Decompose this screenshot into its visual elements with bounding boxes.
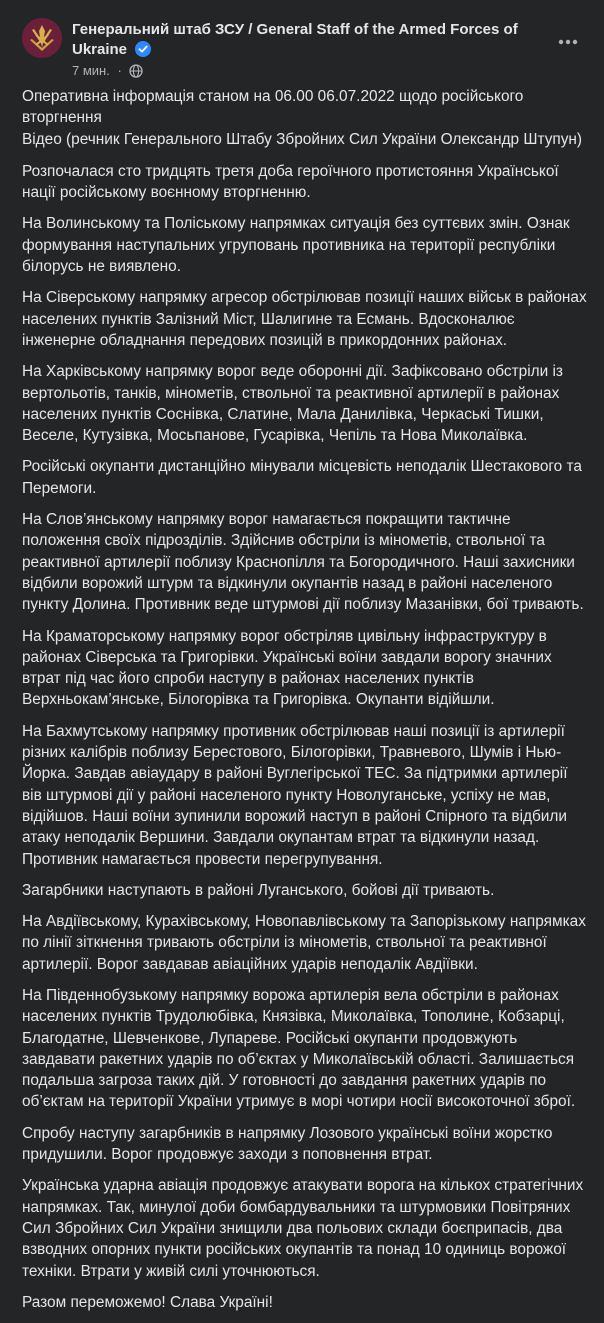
page-avatar[interactable]	[22, 18, 62, 58]
post-paragraph: На Авдіївському, Курахівському, Новопавлівському та Запорізькому напрямках по лінії зіткнення тривають обстріли із мінометів, ствольної та реактивної артилерії. Ворог завдавав авіаційних ударів неподалік Авдіївки.	[22, 913, 586, 973]
intro-line: Відео (речник Генерального Штабу Збройних Сил України Олександр Штупун)	[22, 130, 583, 148]
author-name[interactable]: Генеральний штаб ЗСУ / General Staff of the Armed Forces of Ukraine	[72, 21, 518, 58]
post-paragraph: На Бахмутському напрямку противник обстрілював наші позиції із артилерії різних калібрів поблизу Берестового, Білогорівки, Травневого, Шумів і Нью-Йорка. Завдав авіаудару в районі Вуглегірської ТЕС. За підтримки артилерії вів штурмові дії у районі населеного пункту Новолуганське, успіху не мав, відійшов. Наші воїни зупинили ворожий наступ в районі Спірного та відбили атаку неподалік Вершини. Завдали окупантам втрат та відкинули назад. Противник намагається провести перегрупування.	[22, 722, 568, 868]
post-header	[0, 0, 604, 90]
post-paragraph: Загарбники наступають в районі Луганського, бойові дії тривають.	[22, 881, 495, 899]
post-intro	[22, 86, 588, 150]
post-meta	[72, 63, 143, 79]
intro-line: Оперативна інформація станом на 06.00 06.07.2022 щодо російського вторгнення	[22, 88, 524, 127]
post-options-button[interactable]	[550, 24, 586, 60]
post-author[interactable]	[72, 20, 532, 60]
verified-badge-icon	[135, 41, 151, 57]
post-paragraph: На Сіверському напрямку агресор обстрілював позиції наших військ в районах населених пунктів Залізний Міст, Шалигине та Есмань. Вдосконалює інженерне обладнання передових позицій в прикордонних районах.	[22, 289, 587, 349]
post-paragraph: На Південнобузькому напрямку ворожа артилерія вела обстріли в районах населених пунктів Трудолюбівка, Князівка, Миколаївка, Тополине, Кобзарці, Благодатне, Шевченкове, Лупареве. Російські окупанти продовжують завдавати ракетних ударів по об’єктах у Миколаївській області. Залишається подальша загроза таких дій. У готовності до завдання ракетних ударів по об’єктам на території України утримує в морі чотири носії високоточної зброї.	[22, 986, 576, 1111]
post-paragraph: На Волинському та Поліському напрямках ситуація без суттєвих змін. Ознак формування наступальних угруповань противника на території республіки білорусь не виявлено.	[22, 215, 570, 276]
post-paragraph: На Слов’янському напрямку ворог намагається покращити тактичне положення своїх підрозділів. Здійснив обстріли із мінометів, ствольної та реактивної артилерії поблизу Краснопілля та Богородичного. Наші захисники відбили ворожий штурм та відкинули окупантів назад в районі населеного пункту Долина. Противник веде штурмові дії поблизу Мазанівки, бої тривають.	[22, 511, 584, 614]
meta-separator: ·	[117, 63, 122, 78]
post-paragraph: Російські окупанти дистанційно мінували місцевість неподалік Шестакового та Перемоги.	[22, 458, 582, 497]
general-staff-emblem	[22, 18, 62, 58]
more-horizontal-icon	[558, 39, 578, 45]
post-body	[22, 86, 588, 1323]
post-paragraph: Розпочалася сто тридцять третя доба героїчного протистояння Української нації російському воєнному вторгненню.	[22, 162, 559, 202]
post-paragraph: Разом переможемо! Слава Україні!	[22, 1293, 273, 1311]
globe-icon[interactable]	[129, 64, 143, 78]
post-paragraph: Спробу наступу загарбників в напрямку Лозового українські воїни жорстко придушили. Ворог продовжує заходи з поповнення втрат.	[22, 1124, 553, 1164]
post-paragraph: Українська ударна авіація продовжує атакувати ворога на кількох стратегічних напрямках. Так, минулої доби бомбардувальники та штурмовики Повітряних Сил Збройних Сил України знищили два польових склади боєприпасів, два взводних опорних пункти російських окупантів та понад 10 одиниць ворожої техніки. Втрати у живій силі уточнюються.	[22, 1177, 584, 1280]
post-paragraph: На Харківському напрямку ворог веде оборонні дії. Зафіксовано обстріли із вертольотів, танків, мінометів, ствольної та реактивної артилерії в районах населених пунктів Соснівка, Слатине, Мала Данилівка, Черкаські Тишки, Веселе, Кутузівка, Мосьпанове, Гусарівка, Чепіль та Нова Миколаївка.	[22, 363, 563, 445]
post-paragraph: На Краматорському напрямку ворог обстріляв цивільну інфраструктуру в районах Сіверська та Григорівки. Українські воїни завдали ворогу значних втрат під час його спроби наступу в районах населених пунктів Верхньокам’янське, Білогорівка та Григорівка. Окупанти відійшли.	[22, 627, 552, 709]
post-timestamp[interactable]: 7 мин.	[72, 63, 110, 78]
